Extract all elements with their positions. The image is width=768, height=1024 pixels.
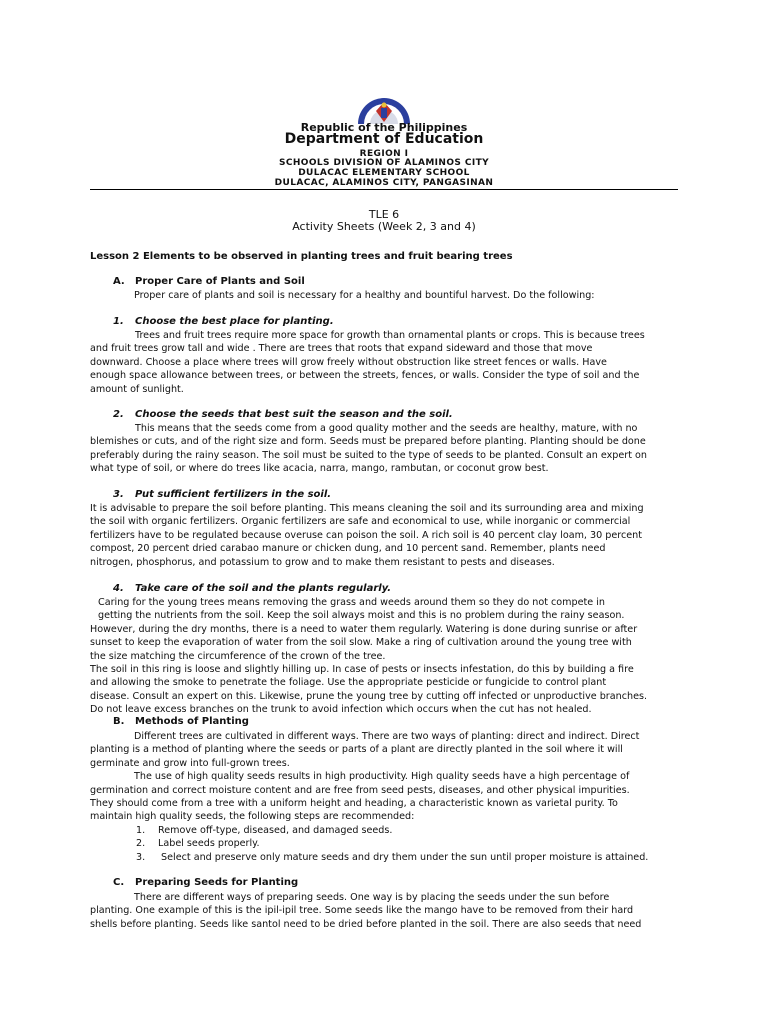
section-a-heading: Proper Care of Plants and Soil [135, 276, 305, 287]
section-b-letter: B. [113, 716, 125, 727]
section-b-heading: Methods of Planting [135, 716, 249, 727]
header-address: DULACAC, ALAMINOS CITY, PANGASINAN [274, 178, 494, 188]
lesson-title: Lesson 2 Elements to be observed in planting trees and fruit bearing trees [90, 251, 513, 262]
deped-seal-icon [352, 78, 416, 124]
item-3-heading: Put sufficient fertilizers in the soil. [135, 489, 332, 500]
header-divider [90, 189, 678, 190]
list-item: 3. Select and preserve only mature seeds and dry them under the sun until proper moisture is attained. [136, 851, 649, 863]
header-school: DULACAC ELEMENTARY SCHOOL [298, 168, 470, 178]
item-1-paragraph: Trees and fruit trees require more space for growth than ornamental plants or crops. This is because trees and fruit trees grow tall and wide . There are trees that roots that expand sideward and those that move downward. Choose a place where trees will grow freely without obstruction like street fences or walls. Have enough space allowance between trees, or between the streets, fences, or walls. Consider the type of soil and the amount of sunlight. [90, 330, 645, 395]
item-3-paragraph: It is advisable to prepare the soil before planting. This means cleaning the soil and its surrounding area and mixing the soil with organic fertilizers. Organic fertilizers are safe and economical to use, while inorganic or commercial fertilizers have to be regulated because overuse can poison the soil. A rich soil is 40 percent clay loam, 30 percent compost, 20 percent dried carabao manure or chicken dung, and 10 percent sand. Remember, plants need nitrogen, phosphorus, and potassium to grow and to make them resistant to pests and diseases. [90, 503, 644, 568]
list-item: 2. Label seeds properly. [136, 838, 260, 850]
item-2-heading: Choose the seeds that best suit the season and the soil. [135, 409, 453, 420]
item-1-heading: Choose the best place for planting. [135, 316, 334, 327]
header-region: REGION I [359, 149, 409, 159]
subject-title: TLE 6 [368, 208, 400, 221]
seed-steps-list [136, 824, 648, 864]
section-c-heading: Preparing Seeds for Planting [135, 877, 299, 888]
header-republic: Republic of the Philippines [300, 121, 468, 134]
header-department: Department of Education [284, 131, 484, 147]
activity-title: Activity Sheets (Week 2, 3 and 4) [292, 220, 476, 233]
item-4-paragraph: Caring for the young trees means removing the grass and weeds around them so they do not compete in getting the nutrients from the soil. Keep the soil always moist and this is no problem during the rainy season. However, during the dry months, there is a need to water them regularly. Watering is done during sunrise or after sunset to keep the evaporation of water from the soil slow. Make a ring of cultivation around the young tree with the size matching the circumference of the crown of the tree. The soil in this ring is loose and slightly hilling up. In case of pests or insects infestation, do this by building a fire and allowing the smoke to penetrate the foliage. Use the appropriate pesticide or fungicide to control plant disease. Consult an expert on this. Likewise, prune the young tree by cutting off infected or unproductive branches. Do not leave excess branches on the trunk to avoid infection which occurs when the cut has not healed. [90, 597, 648, 716]
header-division: SCHOOLS DIVISION OF ALAMINOS CITY [278, 158, 490, 168]
section-c-letter: C. [113, 877, 125, 888]
item-4-heading: Take care of the soil and the plants regularly. [135, 583, 392, 594]
item-2-paragraph: This means that the seeds come from a good quality mother and the seeds are healthy, mature, with no blemishes or cuts, and of the right size and form. Seeds must be prepared before planting. Planting should be done preferably during the rainy season. The soil must be suited to the type of seeds to be planted. Consult an expert on what type of soil, or where do trees like acacia, narra, mango, rambutan, or coconut grow best. [90, 423, 647, 475]
list-item: 1. Remove off-type, diseased, and damaged seeds. [136, 825, 393, 836]
item-1-number: 1. [113, 316, 124, 327]
section-a-intro: Proper care of plants and soil is necessary for a healthy and bountiful harvest. Do the following: [134, 290, 595, 301]
item-4-number: 4. [113, 583, 124, 594]
section-a-letter: A. [113, 276, 125, 287]
section-b-paragraph: Different trees are cultivated in different ways. There are two ways of planting: direct and indirect. Direct planting is a method of planting where the seeds or parts of a plant are directly planted in the soil where it will germinate and grow into full-grown trees. The use of high quality seeds results in high productivity. High quality seeds have a high percentage of germination and correct moisture content and are free from seed pests, diseases, and other physical impurities. They should come from a tree with a uniform height and heading, a characteristic known as varietal purity. To maintain high quality seeds, the following steps are recommended: [90, 731, 640, 823]
item-3-number: 3. [113, 489, 124, 500]
item-2-number: 2. [113, 409, 124, 420]
section-c-paragraph: There are different ways of preparing seeds. One way is by placing the seeds under the sun before planting. One example of this is the ipil-ipil tree. Some seeds like the mango have to be removed from their hard shells before planting. Seeds like santol need to be dried before planted in the soil. There are also seeds that need [90, 892, 642, 930]
